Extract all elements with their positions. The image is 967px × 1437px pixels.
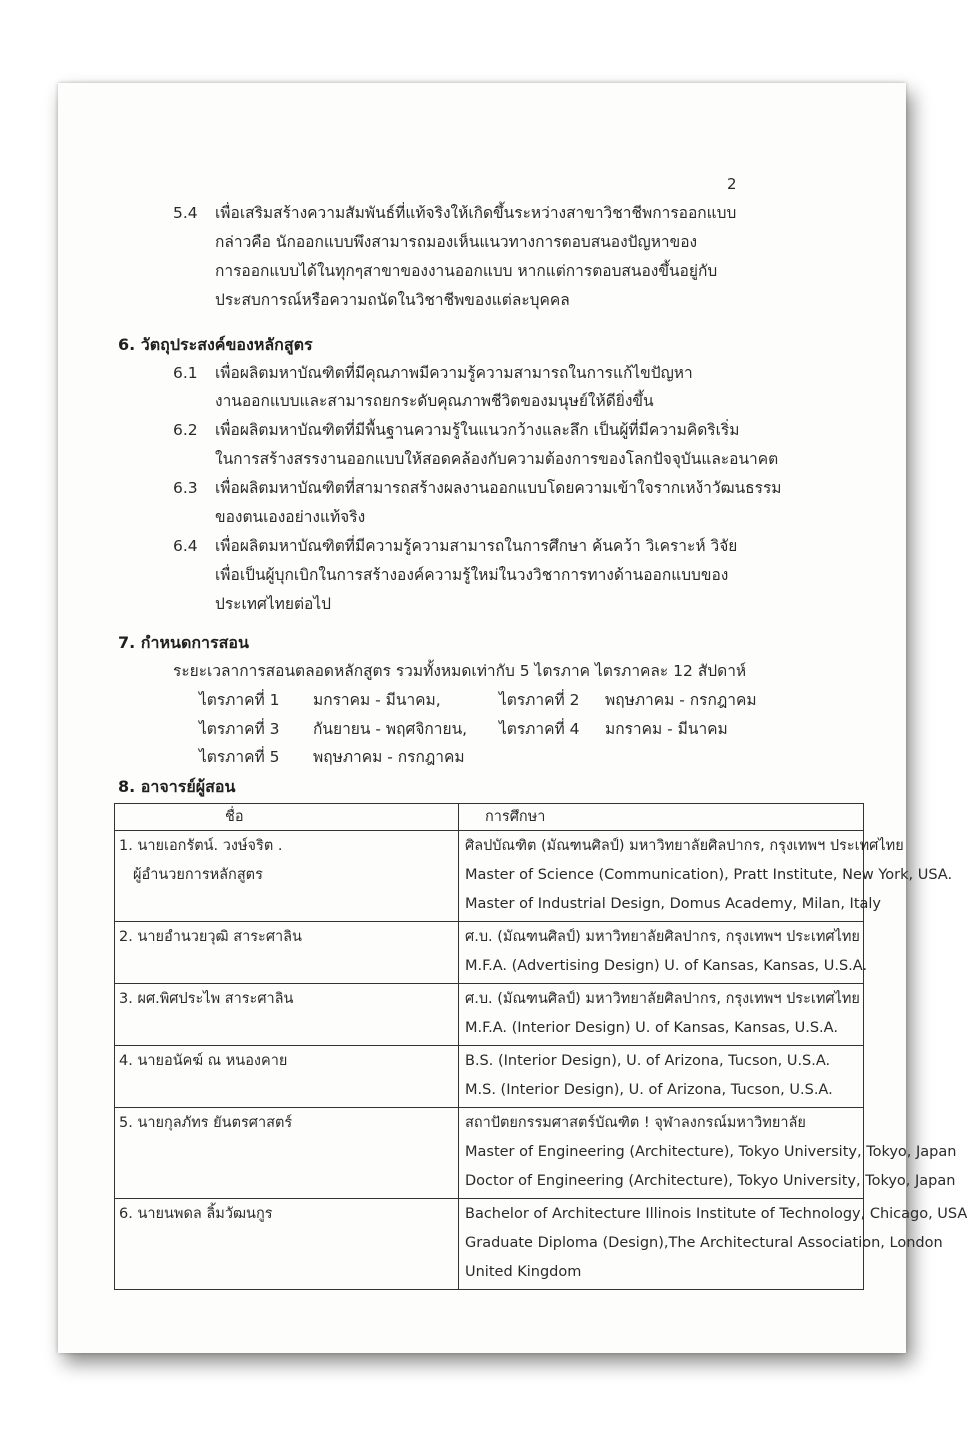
section-8-heading: 8. อาจารย์ผู้สอน [118,777,236,796]
term-period: มกราคม - มีนาคม, [313,691,441,709]
item-5-4-line: การออกแบบได้ในทุกๆสาขาของงานออกแบบ หากแต่การตอบสนองขึ้นอยู่กับ [215,262,718,280]
education-line: M.S. (Interior Design), U. of Arizona, Tucson, U.S.A. [465,1082,833,1098]
item-5-4-line: ประสบการณ์หรือความถนัดในวิชาชีพของแต่ละบุคคล [215,291,570,309]
objective-line: ประเทศไทยต่อไป [215,595,331,613]
education-line: Doctor of Engineering (Architecture), Tokyo University, Tokyo, Japan [465,1173,956,1189]
objective-line: งานออกแบบและสามารถยกระดับคุณภาพชีวิตของมนุษย์ให้ดียิ่งขึ้น [215,392,654,410]
education-line: ศ.บ. (มัณฑนศิลป์) มหาวิทยาลัยศิลปากร, กรุงเทพฯ ประเทศไทย [465,929,860,945]
instructor-name: 4. นายอนัคฆ์ ณ หนองคาย [119,1053,288,1069]
instructor-name: 3. ผศ.พิศประไพ สาระศาลิน [119,991,294,1007]
objective-number: 6.3 [173,479,198,497]
table-row [115,984,864,1046]
objective-number: 6.1 [173,364,198,382]
objective-line: ในการสร้างสรรงานออกแบบให้สอดคล้องกับความต้องการของโลกปัจจุบันและอนาคต [215,450,779,468]
page-number: 2 [727,175,737,193]
objective-line: ของตนเองอย่างแท้จริง [215,508,366,526]
objective-number: 6.4 [173,537,198,555]
instructor-name: 2. นายอำนวยวุฒิ สาระศาลิน [119,929,302,945]
education-cell [459,1108,957,1199]
objective-line: เพื่อผลิตมหาบัณฑิตที่สามารถสร้างผลงานออกแบบโดยความเข้าใจรากเหง้าวัฒนธรรม [215,479,782,497]
education-line: Graduate Diploma (Design),The Architectural Association, London [465,1235,943,1251]
instructor-name-cell [115,831,459,922]
term-label: ไตรภาคที่ 4 [499,720,580,738]
education-line: B.S. (Interior Design), U. of Arizona, Tucson, U.S.A. [465,1053,831,1069]
objective-line: เพื่อผลิตมหาบัณฑิตที่มีความรู้ความสามารถในการศึกษา ค้นคว้า วิเคราะห์ วิจัย [215,537,738,555]
education-line: สถาปัตยกรรมศาสตร์บัณฑิต ! จุฬาลงกรณ์มหาวิทยาลัย [465,1115,806,1131]
term-label: ไตรภาคที่ 5 [199,748,280,766]
table-header-row [115,804,864,831]
instructor-name-cell [115,1108,459,1199]
instructor-name-cell [115,1046,459,1108]
education-line: Bachelor of Architecture Illinois Institute of Technology, Chicago, USA [465,1206,967,1222]
term-label: ไตรภาคที่ 1 [199,691,280,709]
header-education: การศึกษา [459,804,864,831]
education-line: Master of Engineering (Architecture), Tokyo University, Tokyo, Japan [465,1144,957,1160]
section-7-heading: 7. กำหนดการสอน [118,633,249,652]
table-row [115,831,864,922]
instructor-name-cell [115,984,459,1046]
education-cell [459,831,953,922]
instructor-name-cell [115,1199,459,1290]
table-row [115,1199,864,1290]
term-label: ไตรภาคที่ 2 [499,691,580,709]
table-row [115,922,864,984]
term-period: มกราคม - มีนาคม [605,720,728,738]
education-line: Master of Industrial Design, Domus Academy, Milan, Italy [465,896,882,912]
education-cell [459,1046,864,1108]
section-6-heading: 6. วัตถุประสงค์ของหลักสูตร [118,335,313,354]
instructor-name: 1. นายเอกรัตน์. วงษ์จริต . [119,838,283,854]
education-cell [459,984,864,1046]
education-line: Master of Science (Communication), Pratt Institute, New York, USA. [465,867,953,883]
document-page [58,83,967,1353]
education-line: ศิลปบัณฑิต (มัณฑนศิลป์) มหาวิทยาลัยศิลปากร, กรุงเทพฯ ประเทศไทย [465,838,904,854]
term-period: กันยายน - พฤศจิกายน, [313,720,468,738]
instructor-role: ผู้อำนวยการหลักสูตร [133,867,263,883]
instructor-name: 6. นายนพดล ลิ้มวัฒนกูร [119,1206,273,1222]
objective-number: 6.2 [173,421,198,439]
education-line: United Kingdom [465,1264,582,1280]
education-line: M.F.A. (Advertising Design) U. of Kansas, Kansas, U.S.A. [465,958,868,974]
term-period: พฤษภาคม - กรกฎาคม [605,691,757,709]
term-label: ไตรภาคที่ 3 [199,720,280,738]
term-period: พฤษภาคม - กรกฎาคม [313,748,465,766]
instructors-table [114,803,967,1290]
objective-line: เพื่อผลิตมหาบัณฑิตที่มีพื้นฐานความรู้ในแนวกว้างและลึก เป็นผู้ที่มีความคิดริเริ่ม [215,421,740,439]
objective-line: เพื่อเป็นผู้บุกเบิกในการสร้างองค์ความรู้ใหม่ในวงวิชาการทางด้านออกแบบของ [215,566,729,584]
instructor-name: 5. นายกุลภัทร ยันตรศาสตร์ [119,1115,293,1131]
item-5-4-line: เพื่อเสริมสร้างความสัมพันธ์ที่แท้จริงให้เกิดขึ้นระหว่างสาขาวิชาชีพการออกแบบ [215,204,737,222]
instructor-name-cell [115,922,459,984]
education-cell [459,922,868,984]
education-cell [459,1199,967,1290]
table-row [115,1046,864,1108]
header-name: ชื่อ [115,804,459,831]
item-5-4-line: กล่าวคือ นักออกแบบพึงสามารถมองเห็นแนวทางการตอบสนองปัญหาของ [215,233,698,251]
education-line: ศ.บ. (มัณฑนศิลป์) มหาวิทยาลัยศิลปากร, กรุงเทพฯ ประเทศไทย [465,991,860,1007]
education-line: M.F.A. (Interior Design) U. of Kansas, Kansas, U.S.A. [465,1020,838,1036]
table-row [115,1108,864,1199]
objective-line: เพื่อผลิตมหาบัณฑิตที่มีคุณภาพมีความรู้ความสามารถในการแก้ไขปัญหา [215,364,693,382]
item-5-4-number: 5.4 [173,204,198,222]
schedule-summary: ระยะเวลาการสอนตลอดหลักสูตร รวมทั้งหมดเท่ากับ 5 ไตรภาค ไตรภาคละ 12 สัปดาห์ [173,662,747,680]
